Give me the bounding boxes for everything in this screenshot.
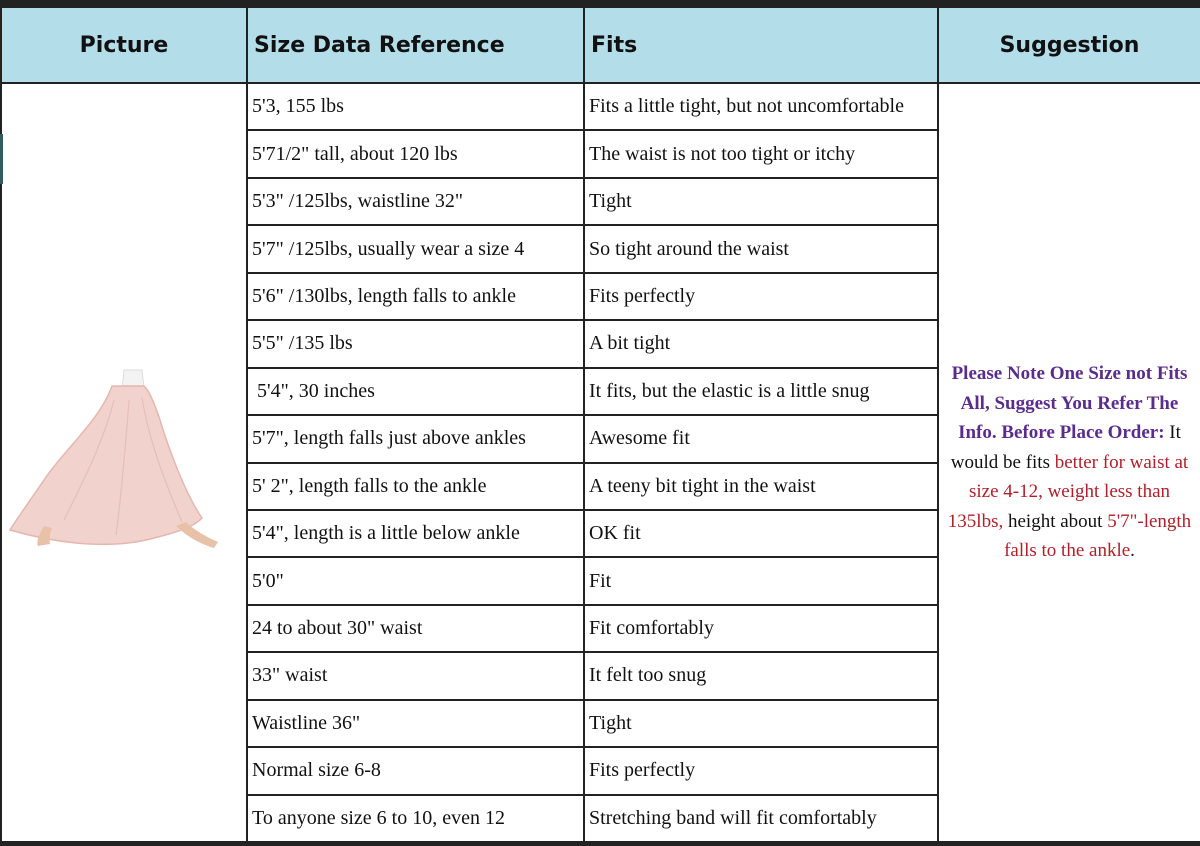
suggestion-end: .: [1130, 540, 1135, 562]
header-suggestion: Suggestion: [938, 7, 1200, 83]
fit-cell: Fit: [584, 557, 938, 604]
size-data-cell: To anyone size 6 to 10, even 12: [247, 795, 584, 842]
fit-cell: A bit tight: [584, 320, 938, 367]
suggestion-cell: [938, 83, 1200, 842]
fit-cell: Fits a little tight, but not uncomfortable: [584, 83, 938, 130]
fit-cell: It felt too snug: [584, 652, 938, 699]
fit-cell: So tight around the waist: [584, 225, 938, 272]
fit-cell: Fit comfortably: [584, 605, 938, 652]
suggestion-text-1: It would be fits: [950, 422, 1181, 473]
header-size-data: Size Data Reference: [247, 7, 584, 83]
size-data-cell: 5'3" /125lbs, waistline 32": [247, 178, 584, 225]
size-data-cell: 5' 2", length falls to the ankle: [247, 463, 584, 510]
size-data-cell: 5'5" /135 lbs: [247, 320, 584, 367]
table-row: [1, 83, 1200, 130]
fit-cell: A teeny bit tight in the waist: [584, 463, 938, 510]
fit-cell: It fits, but the elastic is a little snug: [584, 368, 938, 415]
size-data-cell: 5'71/2" tall, about 120 lbs: [247, 130, 584, 177]
size-data-cell: 5'0": [247, 557, 584, 604]
size-data-cell: Normal size 6-8: [247, 747, 584, 794]
fit-cell: Awesome fit: [584, 415, 938, 462]
size-data-cell: Waistline 36": [247, 700, 584, 747]
size-data-cell: 5'3, 155 lbs: [247, 83, 584, 130]
header-picture: Picture: [1, 7, 247, 83]
fit-cell: OK fit: [584, 510, 938, 557]
size-data-cell: 24 to about 30" waist: [247, 605, 584, 652]
suggestion-note: Please Note One Size not Fits All, Suggest You Refer The Info. Before Place Order:: [951, 363, 1188, 444]
fit-cell: Tight: [584, 700, 938, 747]
size-data-cell: 33" waist: [247, 652, 584, 699]
size-data-cell: 5'7" /125lbs, usually wear a size 4: [247, 225, 584, 272]
size-data-cell: 5'6" /130lbs, length falls to ankle: [247, 273, 584, 320]
size-data-cell: 5'7", length falls just above ankles: [247, 415, 584, 462]
fit-cell: Stretching band will fit comfortably: [584, 795, 938, 842]
suggestion-highlight-1: better for waist at size 4-12, weight less than 135lbs,: [947, 451, 1189, 532]
fit-cell: The waist is not too tight or itchy: [584, 130, 938, 177]
fit-cell: Fits perfectly: [584, 747, 938, 794]
size-table: [0, 6, 1200, 843]
header-fits: Fits: [584, 7, 938, 83]
size-data-cell: 5'4", 30 inches: [247, 368, 584, 415]
picture-cell: [1, 83, 247, 842]
suggestion-highlight-2: 5'7"-length falls to the ankle: [1004, 510, 1192, 562]
table-body: [1, 83, 1200, 842]
skirt-model-image: [4, 330, 244, 590]
fit-cell: Fits perfectly: [584, 273, 938, 320]
header-row: [1, 7, 1200, 83]
fit-cell: Tight: [584, 178, 938, 225]
suggestion-text-2: height about: [1003, 510, 1103, 532]
size-data-cell: 5'4", length is a little below ankle: [247, 510, 584, 557]
